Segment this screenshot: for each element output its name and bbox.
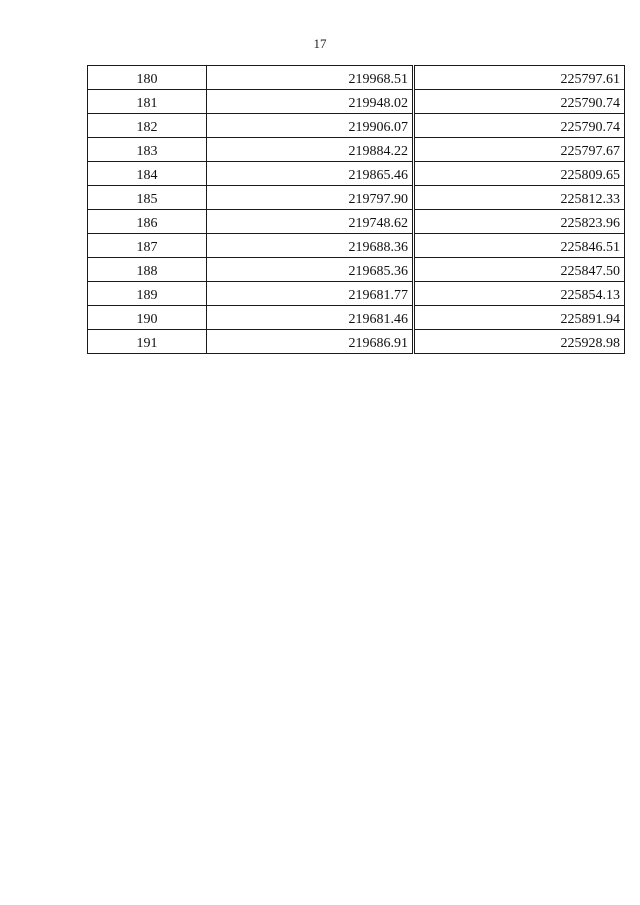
x-coordinate-cell: 219685.36: [207, 258, 414, 282]
table-row: [88, 330, 625, 354]
point-number-cell: 182: [88, 114, 207, 138]
point-number-cell: 180: [88, 66, 207, 90]
x-coordinate-cell: 219681.46: [207, 306, 414, 330]
x-coordinate-cell: 219968.51: [207, 66, 414, 90]
table-row: [88, 306, 625, 330]
x-coordinate-cell: 219681.77: [207, 282, 414, 306]
y-coordinate-cell: 225797.67: [414, 138, 625, 162]
table-row: [88, 138, 625, 162]
point-number-cell: 184: [88, 162, 207, 186]
x-coordinate-cell: 219906.07: [207, 114, 414, 138]
y-coordinate-cell: 225797.61: [414, 66, 625, 90]
table-row: [88, 186, 625, 210]
point-number-cell: 189: [88, 282, 207, 306]
table-row: [88, 114, 625, 138]
table-row: [88, 234, 625, 258]
y-coordinate-cell: 225854.13: [414, 282, 625, 306]
table-row: [88, 282, 625, 306]
point-number-cell: 185: [88, 186, 207, 210]
page-number: 17: [313, 36, 327, 51]
point-number-cell: 181: [88, 90, 207, 114]
point-number-cell: 183: [88, 138, 207, 162]
table-row: [88, 210, 625, 234]
x-coordinate-cell: 219865.46: [207, 162, 414, 186]
table-row: [88, 162, 625, 186]
point-number-cell: 190: [88, 306, 207, 330]
x-coordinate-cell: 219797.90: [207, 186, 414, 210]
y-coordinate-cell: 225790.74: [414, 90, 625, 114]
y-coordinate-cell: 225928.98: [414, 330, 625, 354]
x-coordinate-cell: 219688.36: [207, 234, 414, 258]
coordinates-table-body: [88, 66, 625, 354]
x-coordinate-cell: 219948.02: [207, 90, 414, 114]
y-coordinate-cell: 225847.50: [414, 258, 625, 282]
point-number-cell: 188: [88, 258, 207, 282]
table-row: [88, 258, 625, 282]
coordinates-table: [87, 65, 625, 354]
x-coordinate-cell: 219748.62: [207, 210, 414, 234]
y-coordinate-cell: 225809.65: [414, 162, 625, 186]
table-row: [88, 90, 625, 114]
y-coordinate-cell: 225891.94: [414, 306, 625, 330]
x-coordinate-cell: 219884.22: [207, 138, 414, 162]
y-coordinate-cell: 225823.96: [414, 210, 625, 234]
point-number-cell: 186: [88, 210, 207, 234]
point-number-cell: 191: [88, 330, 207, 354]
y-coordinate-cell: 225846.51: [414, 234, 625, 258]
y-coordinate-cell: 225790.74: [414, 114, 625, 138]
y-coordinate-cell: 225812.33: [414, 186, 625, 210]
table-row: [88, 66, 625, 90]
point-number-cell: 187: [88, 234, 207, 258]
x-coordinate-cell: 219686.91: [207, 330, 414, 354]
